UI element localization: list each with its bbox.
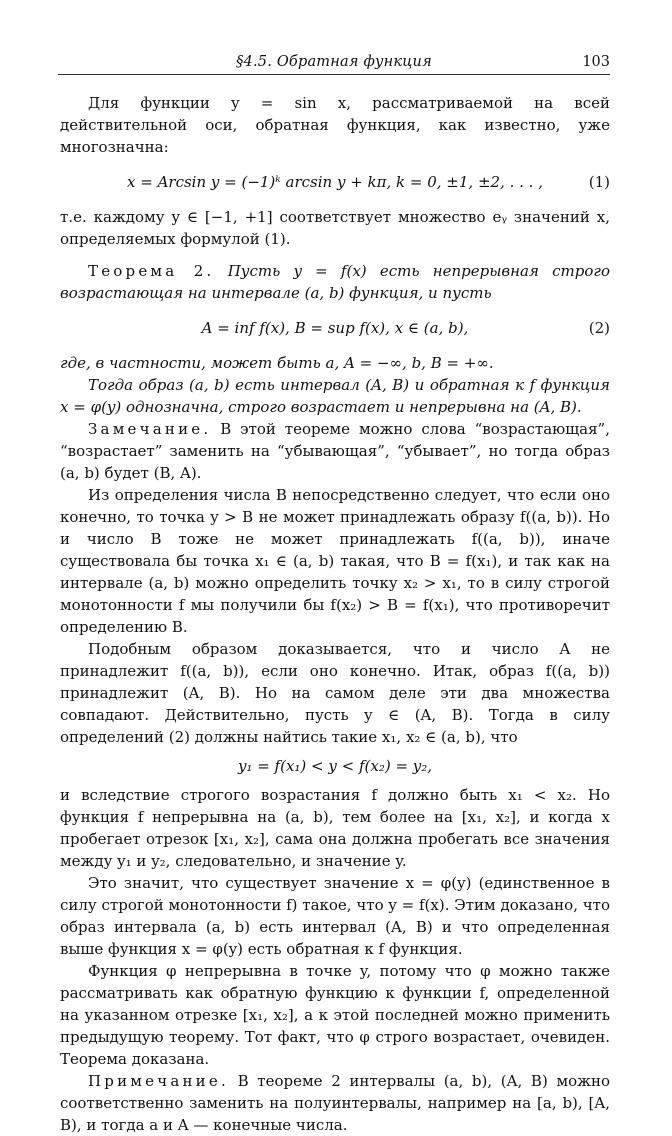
paragraph-proof-bound-b: Из определения числа B непосредственно следует, что если оно конечно, то точка y > B не может принадлежать образу f((a, b)). Но и число B тоже не может принадлежать f((a, b)), иначе существовала бы точка x₁ ∈ (a, b) такая, что B = f(x₁), и так как на интервале (a, b) можно определить точку x₂ > x₁, то в силу строгой монотонности f мы получили бы f(x₂) > B = f(x₁), что противоречит определению B. xyxy=(60,486,610,636)
formula-1-expression: x = Arcsin y = (−1)ᵏ arcsin y + kπ, k = 0, ±1, ±2, . . . , xyxy=(127,173,543,191)
paragraph-inverse-exists: Это значит, что существует значение x = φ(y) (единственное в силу строгой монотонности f) такое, что y = f(x). Этим доказано, что образ интервала (a, b) есть интервал (A, B) и что определенная выше функция x = φ(y) есть обратная к f функция. xyxy=(60,874,610,958)
paragraph-continuity: Функция φ непрерывна в точке y, потому что φ можно также рассматривать как обратную функцию к функции f, определенной на указанном отрезке [x₁, x₂], а к этой последней можно применить предыдущую теорему. Тот факт, что φ строго возрастает, очевиден. Теорема доказана. xyxy=(60,962,610,1068)
paragraph-intro: Для функции y = sin x, рассматриваемой на всей действительной оси, обратная функция, как известно, уже многозначна: xyxy=(60,94,610,156)
formula-3 xyxy=(60,748,610,784)
note xyxy=(60,1070,610,1136)
theorem-statement xyxy=(60,260,610,304)
formula-2 xyxy=(60,310,610,346)
formula-3-expression: y₁ = f(x₁) < y < f(x₂) = y₂, xyxy=(237,757,433,775)
theorem-label: Теорема 2. xyxy=(88,262,215,280)
running-title: §4.5. Обратная функция xyxy=(236,54,432,70)
remark xyxy=(60,418,610,484)
formula-2-number: (2) xyxy=(588,319,610,337)
paragraph-intermediate-value: и вследствие строгого возрастания f должно быть x₁ < x₂. Но функция f непрерывна на (a, b), тем более на [x₁, x₂], и когда x пробегает отрезок [x₁, x₂], сама она должна пробегать все значения между y₁ и y₂, следовательно, и значение y. xyxy=(60,786,610,870)
note-label: Примечание. xyxy=(88,1072,229,1090)
formula-1 xyxy=(60,164,610,200)
page-body xyxy=(60,92,610,1136)
note-text: В теореме 2 интервалы (a, b), (A, B) можно соответственно заменить на полуинтервалы, например на [a, b), [A, B), и тогда a и A — конечные числа. xyxy=(60,1072,610,1134)
theorem-text: Пусть y = f(x) есть непрерывная строго возрастающая на интервале (a, b) функция, и пусть xyxy=(60,262,610,302)
paragraph-infinity-note: где, в частности, может быть a, A = −∞, b, B = +∞. xyxy=(60,354,494,372)
page-number: 103 xyxy=(582,54,610,70)
remark-text: В этой теореме можно слова “возрастающая”, “возрастает” заменить на “убывающая”, “убывает”, но тогда образ (a, b) будет (B, A). xyxy=(60,420,610,482)
paragraph-proof-bound-a: Подобным образом доказывается, что и число A не принадлежит f((a, b)), если оно конечно. Итак, образ f((a, b)) принадлежит (A, B). Но на самом деле эти два множества совпадают. Действительно, пусть y ∈ (A, B). Тогда в силу определений (2) должны найтись такие x₁, x₂ ∈ (a, b), что xyxy=(60,640,610,746)
theorem-conclusion: Тогда образ (a, b) есть интервал (A, B) и обратная к f функция x = φ(y) однозначна, строго возрастает и непрерывна на (A, B). xyxy=(60,376,610,416)
paragraph-preimage-set: т.е. каждому y ∈ [−1, +1] соответствует множество eᵧ значений x, определяемых формулой (1). xyxy=(60,208,610,248)
formula-1-number: (1) xyxy=(588,173,610,191)
page-header xyxy=(58,54,610,75)
formula-2-expression: A = inf f(x), B = sup f(x), x ∈ (a, b), xyxy=(201,319,469,337)
remark-label: Замечание. xyxy=(88,420,212,438)
